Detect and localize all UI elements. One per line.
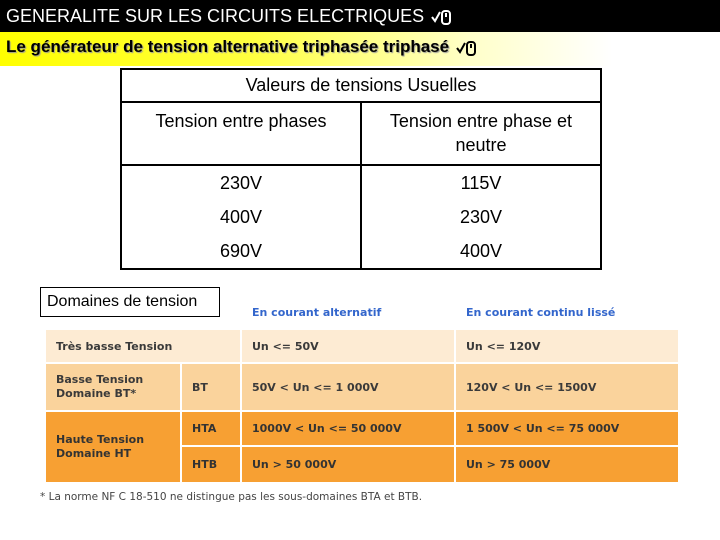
column-header-phases: Tension entre phases (121, 102, 361, 165)
domain-ht-name: Haute Tension Domaine HT (46, 412, 180, 482)
column-header-ac: En courant alternatif (242, 296, 454, 328)
table-row (121, 200, 601, 234)
usual-voltages-table (120, 68, 602, 270)
cell-phases: 230V (121, 165, 361, 200)
table-title: Valeurs de tensions Usuelles (121, 69, 601, 102)
cell-neutral: 400V (361, 234, 601, 269)
table-row (121, 165, 601, 200)
domain-tbt-name: Très basse Tension (46, 330, 240, 362)
cell-phases: 690V (121, 234, 361, 269)
domain-bt-ac: 50V < Un <= 1 000V (242, 364, 454, 410)
section-subtitle: Le générateur de tension alternative triphasée triphasé (6, 37, 450, 56)
domain-hta-sub: HTA (182, 412, 240, 445)
domain-htb-dc: Un > 75 000V (456, 447, 678, 482)
pencil-check-icon (431, 8, 453, 26)
domain-htb-sub: HTB (182, 447, 240, 482)
domain-hta-ac: 1000V < Un <= 50 000V (242, 412, 454, 445)
table-row (121, 234, 601, 269)
cell-neutral: 115V (361, 165, 601, 200)
section-subtitle-bar (0, 32, 720, 66)
domain-bt-sub: BT (182, 364, 240, 410)
cell-neutral: 230V (361, 200, 601, 234)
domain-tbt-dc: Un <= 120V (456, 330, 678, 362)
domain-tbt-ac: Un <= 50V (242, 330, 454, 362)
domain-htb-ac: Un > 50 000V (242, 447, 454, 482)
footnote: * La norme NF C 18-510 ne distingue pas les sous-domaines BTA et BTB. (40, 491, 423, 503)
cell-phases: 400V (121, 200, 361, 234)
domain-bt-dc: 120V < Un <= 1500V (456, 364, 678, 410)
voltage-domains-table (40, 288, 678, 510)
column-header-neutral: Tension entre phase et neutre (361, 102, 601, 165)
page-title: GENERALITE SUR LES CIRCUITS ELECTRIQUES (6, 6, 425, 26)
domain-bt-name: Basse Tension Domaine BT* (46, 364, 180, 410)
domains-label: Domaines de tension (40, 287, 220, 317)
page-title-bar (0, 0, 720, 32)
column-header-dc: En courant continu lissé (456, 296, 678, 328)
domain-hta-dc: 1 500V < Un <= 75 000V (456, 412, 678, 445)
pencil-check-icon (456, 39, 478, 57)
